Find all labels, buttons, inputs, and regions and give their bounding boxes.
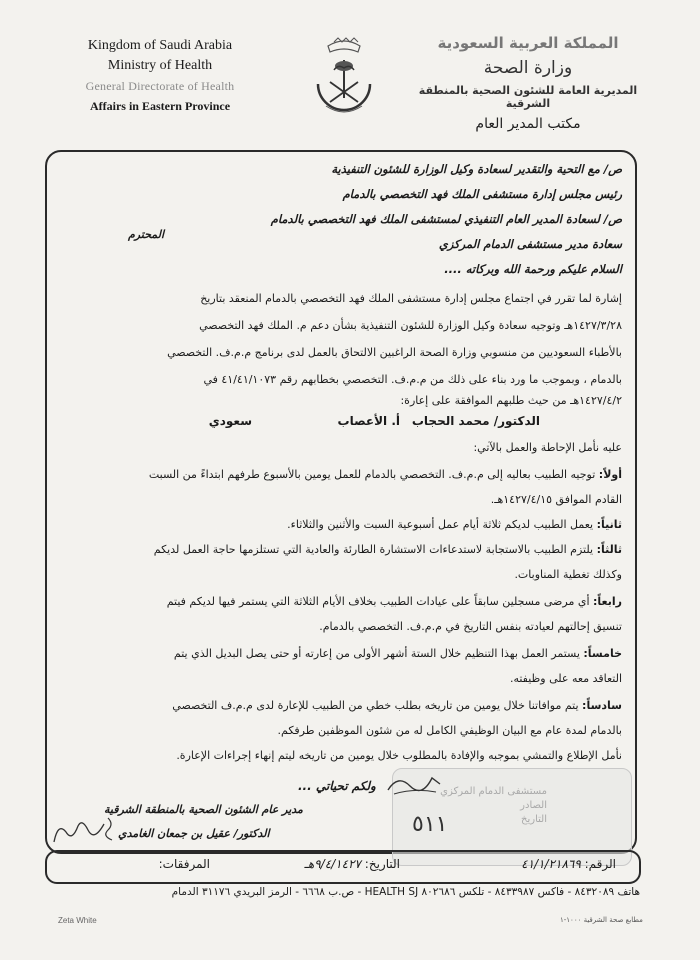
ar-directorate: المديرية العامة للشئون الصحية بالمنطقة الشرقية (418, 84, 638, 110)
item-6-text: يتم موافاتنا خلال يومين من تاريخه بطلب خطي من الطبيب للإعارة لدى م.م.ف التخصصي (172, 699, 579, 712)
stamp-line-1: مستشفى الدمام المركزي (440, 786, 547, 797)
ar-office: مكتب المدير العام (475, 116, 581, 132)
item-1-line-2: القادم الموافق ١٤٢٧/٤/١٥هـ. (490, 493, 622, 506)
item-6-label: سادساً: (582, 699, 622, 712)
item-4-line-1 (122, 595, 622, 608)
ref-date-label: التاريخ: (364, 857, 400, 871)
paragraph-1-line-1: إشارة لما تقرر في اجتماع مجلس إدارة مستشفى الملك فهد التخصصي بالدمام المنعقد بتاريخ (200, 292, 622, 305)
paragraph-1-line-5: ١٤٢٧/٤/٢هـ من حيث طلبهم الموافقة على إعارة: (400, 394, 622, 407)
item-3-text: يلتزم الطبيب بالاستجابة لاستدعاءات الاستشارة الطارئة والعادية التي تستلزمها حاجة العمل لديكم (153, 543, 594, 556)
item-1-label: أولاً: (598, 468, 622, 481)
ref-number (521, 857, 616, 871)
en-province: Affairs in Eastern Province (89, 99, 231, 113)
ref-date-value: ٩/٤/١٤٢٧هـ (304, 857, 361, 871)
ref-number-value: ٤١/١/٢١٨٦٩ (521, 857, 581, 871)
footer-contact: هاتف ٨٤٣٢٠٨٩ - فاكس ٨٤٣٣٩٨٧ - تلكس ٨٠٢٦٨٦ HEALTH SJ - ص.ب ٦٦٦٨ - الرمز البريدي ٣١١٧٦ الدمام (171, 886, 640, 898)
paper-brand: Zeta White (58, 916, 97, 925)
regards: ولكم تحياتي ... (298, 779, 376, 793)
handwritten-initials-icon (48, 812, 118, 852)
stamp-handwritten-number: ٥١١ (412, 812, 448, 837)
item-3-line-1 (122, 543, 622, 556)
item-2-text: يعمل الطبيب لديكم ثلاثة أيام عمل أسبوعية السبت والأثنين والثلاثاء. (287, 518, 594, 531)
greeting: السلام عليكم ورحمة الله وبركاته .... (444, 262, 622, 276)
stamp-line-2: الصادر (520, 800, 547, 811)
address-line-2: رئيس مجلس إدارة مستشفى الملك فهد التخصصي بالدمام (342, 187, 622, 201)
signatory-name: الدكتور/ عقيل بن جمعان الغامدي (118, 827, 270, 840)
ref-number-label: الرقم: (584, 857, 616, 871)
en-directorate: General Directorate of Health (85, 79, 235, 93)
item-6-line-2: بالدمام لمدة عام مع البيان الوظيفي الكامل له من شئون الموظفين طرفكم. (277, 724, 622, 737)
ar-country: المملكة العربية السعودية (437, 34, 619, 52)
item-3-line-2: وكذلك تغطية المناوبات. (514, 568, 622, 581)
item-4-text: أي مرضى مسجلين سابقاً على عيادات الطبيب بخلاف الأيام الثلاثة التي يستمر فيها لديكم فيتم (166, 595, 590, 608)
ref-attachments: المرفقات: (158, 857, 210, 871)
item-1-line-1 (122, 468, 622, 481)
paragraph-1-line-3: بالأطباء السعوديين من منسوبي وزارة الصحة الراغبين الالتحاق بالعمل لدى برنامج م.م.ف. التخصصي (167, 346, 622, 359)
closing-line: نأمل الإطلاع والتمشي بموجبه والإفادة بالمطلوب خلال يومين من تاريخه ليتم إنهاء إجراءات الإعارة. (176, 749, 622, 762)
intro-line: عليه نأمل الإحاطة والعمل بالآتي: (473, 441, 622, 454)
ar-ministry: وزارة الصحة (483, 58, 573, 78)
printer-note: مطابع صحة الشرقية ١٠٠٠-١ (560, 916, 643, 924)
english-header (60, 36, 260, 116)
doctor-name: الدكتور/ محمد الحجاب (411, 414, 540, 428)
address-line-4: سعادة مدير مستشفى الدمام المركزي (438, 237, 622, 251)
item-1-text: توجيه الطبيب بعاليه إلى م.م.ف. التخصصي بالدمام للعمل يومين بالأسبوع طرفهم ابتداءً من السبت (148, 468, 596, 481)
item-4-line-2: تنسيق إحالتهم لعيادته بنفس التاريخ في م.م.ف. التخصصي بالدمام. (319, 620, 622, 633)
respect-title: المحترم (128, 228, 165, 241)
item-5-line-1 (122, 647, 622, 660)
item-3-label: ثالثاً: (596, 543, 622, 556)
ref-date (304, 857, 400, 871)
paragraph-1-line-2: ١٤٢٧/٣/٢٨هـ وتوجيه سعادة وكيل الوزارة للشئون التنفيذية بشأن دعم م. الملك فهد التخصصي (199, 319, 622, 332)
saudi-emblem-icon (308, 36, 380, 126)
signatory-title: مدير عام الشئون الصحية بالمنطقة الشرقية (104, 803, 303, 816)
signature-scribble-icon (384, 770, 444, 800)
item-5-text: يستمر العمل بهذا التنظيم خلال الستة أشهر الأولى من إعارته أو حتى يصل البديل الذي يتم (173, 647, 580, 660)
item-6-line-1 (122, 699, 622, 712)
item-5-line-2: التعاقد معه على وظيفته. (509, 672, 622, 685)
address-line-1: ص/ مع التحية والتقدير لسعادة وكيل الوزارة للشئون التنفيذية (331, 162, 622, 176)
stamp-line-3: التاريخ (521, 814, 547, 825)
item-4-label: رابعاً: (593, 595, 622, 608)
item-5-label: خامساً: (583, 647, 622, 660)
paragraph-1-line-4: بالدمام ، وبموجب ما ورد بناء على ذلك من م.م.ف. التخصصي بخطابهم رقم ٤١/٤١/١٠٧٣ في (203, 373, 622, 386)
item-2-label: ثانياً: (596, 518, 622, 531)
arabic-header (418, 34, 638, 132)
item-2-line (122, 518, 622, 531)
doctor-specialty: أ. الأعصاب (337, 414, 400, 428)
en-country: Kingdom of Saudi Arabia (87, 38, 233, 53)
en-ministry: Ministry of Health (107, 58, 213, 73)
doctor-nationality: سعودي (208, 414, 252, 428)
address-line-3: ص/ لسعادة المدير العام التنفيذي لمستشفى الملك فهد التخصصي بالدمام (270, 212, 622, 226)
